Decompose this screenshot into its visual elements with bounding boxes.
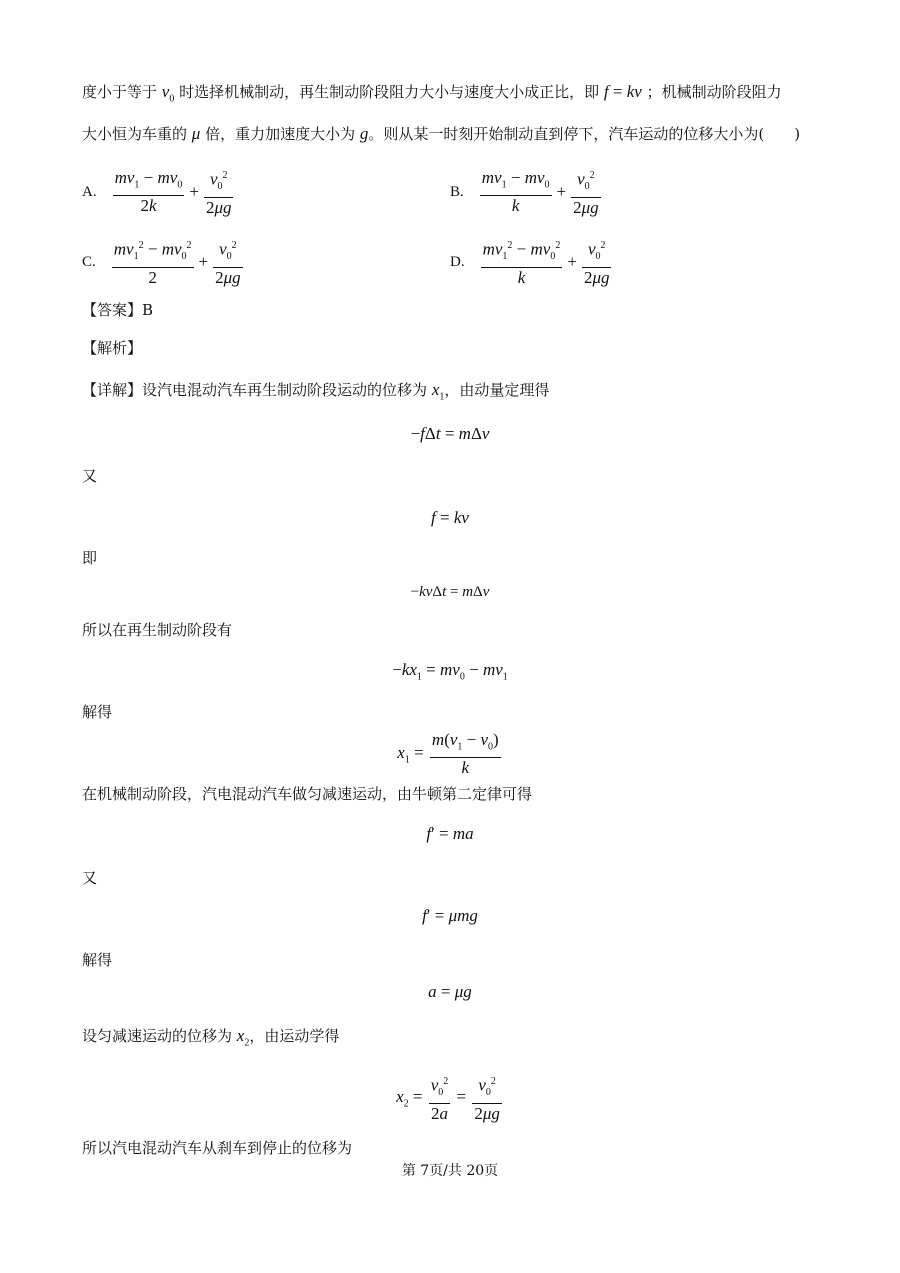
detail-text: 设汽电混动汽车再生制动阶段运动的位移为	[142, 381, 428, 399]
question-text: 。则从某一时刻开始制动直到停下，汽车运动的位移大小为( )	[368, 125, 801, 143]
fraction: $\frac{mv_1^2 - mv_0^2}{2}$	[112, 236, 194, 288]
plus-sign: +	[189, 182, 199, 202]
fraction: $\frac{v_0^2}{2a}$	[429, 1072, 451, 1124]
equation-x2: $x_2$ = $\frac{v_0^2}{2a}$ = $\frac{v_0^2}{2\mu g}$	[0, 1072, 900, 1124]
plus-sign: +	[198, 252, 209, 272]
math-g: g	[359, 124, 369, 143]
detail-text: ，由运动学得	[249, 1027, 340, 1045]
detail-text-ji: 即	[82, 549, 98, 567]
option-c[interactable]	[82, 236, 245, 288]
equation-kx1: $-kx_1 = mv_0 - mv_1$	[392, 660, 508, 683]
question-text: ；机械制动阶段阻力	[646, 83, 782, 101]
question-text: 大小恒为车重的	[82, 125, 188, 143]
fraction: $\frac{v_0^2}{2\mu g}$	[213, 236, 243, 288]
fraction: $\frac{v_0^2}{2\mu g}$	[582, 236, 612, 288]
option-label: A.	[82, 183, 97, 200]
detail-text-last: 所以汽电混动汽车从刹车到停止的位移为	[82, 1139, 353, 1157]
detail-text-jiede: 解得	[82, 951, 113, 969]
math-f-kv: f = kv	[603, 82, 642, 101]
fraction: $\frac{v_0^2}{2\mu g}$	[472, 1072, 502, 1124]
fraction: $\frac{v_0^2}{2\mu g}$	[571, 166, 601, 218]
option-label: D.	[450, 253, 465, 270]
equation-f-ma: f′ = ma	[426, 824, 474, 843]
fraction: $\frac{v_0^2}{2\mu g}$	[204, 166, 234, 218]
detail-intro	[82, 380, 549, 407]
equation-kv-dt: −kvΔt = mΔv	[410, 584, 490, 600]
detail-text-jiede: 解得	[82, 703, 113, 721]
question-line-1	[82, 82, 782, 109]
question-text: 倍，重力加速度大小为	[205, 125, 356, 143]
equation-a-mug: a = μg	[428, 982, 472, 1001]
question-text: 度小于等于	[82, 83, 158, 101]
math-mu: μ	[191, 124, 201, 143]
math-v0: $v_0$	[161, 82, 175, 105]
equation-x1: $x_1$ = $\frac{m(v_1 - v_0)}{k}$	[397, 730, 499, 778]
fraction: $\frac{mv_1^2 - mv_0^2}{k}$	[481, 236, 563, 288]
option-d[interactable]	[450, 236, 613, 288]
fraction: $\frac{m(v_1 - v_0)}{k}$	[431, 730, 499, 778]
math-x2: $x_2$	[236, 1026, 250, 1049]
detail-text-mech: 在机械制动阶段，汽电混动汽车做匀减速运动，由牛顿第二定律可得	[82, 785, 533, 803]
equation-f-kv: f = kv	[431, 508, 469, 527]
analysis-heading: 【解析】	[82, 339, 143, 357]
option-a[interactable]	[82, 166, 235, 218]
math-x1: $x_1$	[431, 380, 445, 403]
option-label: B.	[450, 183, 464, 200]
detail-label: 【详解】	[82, 381, 143, 399]
option-b[interactable]	[450, 166, 603, 218]
option-label: C.	[82, 253, 96, 270]
answer-line: 【答案】B	[82, 301, 154, 319]
detail-text: ，由动量定理得	[444, 381, 550, 399]
detail-text-set-x2	[82, 1026, 339, 1053]
detail-text-you: 又	[82, 467, 98, 485]
fraction: $\frac{mv_1 - mv_0}{2k}$	[114, 167, 183, 216]
plus-sign: +	[556, 182, 567, 202]
question-line-2	[82, 124, 800, 144]
detail-text: 设匀减速运动的位移为	[82, 1027, 233, 1045]
fraction: $\frac{mv_1 - mv_0}{k}$	[481, 167, 550, 216]
plus-sign: +	[567, 252, 577, 272]
detail-text-you: 又	[82, 869, 98, 887]
page-footer: 第 7页/共 20页	[401, 1163, 499, 1179]
equation-momentum: −fΔt = mΔv	[410, 424, 490, 443]
question-text: 时选择机械制动，再生制动阶段阻力大小与速度大小成正比，即	[179, 83, 600, 101]
detail-text-suoyi: 所以在再生制动阶段有	[82, 621, 233, 639]
equation-f-mumg: f′ = μmg	[422, 906, 478, 925]
